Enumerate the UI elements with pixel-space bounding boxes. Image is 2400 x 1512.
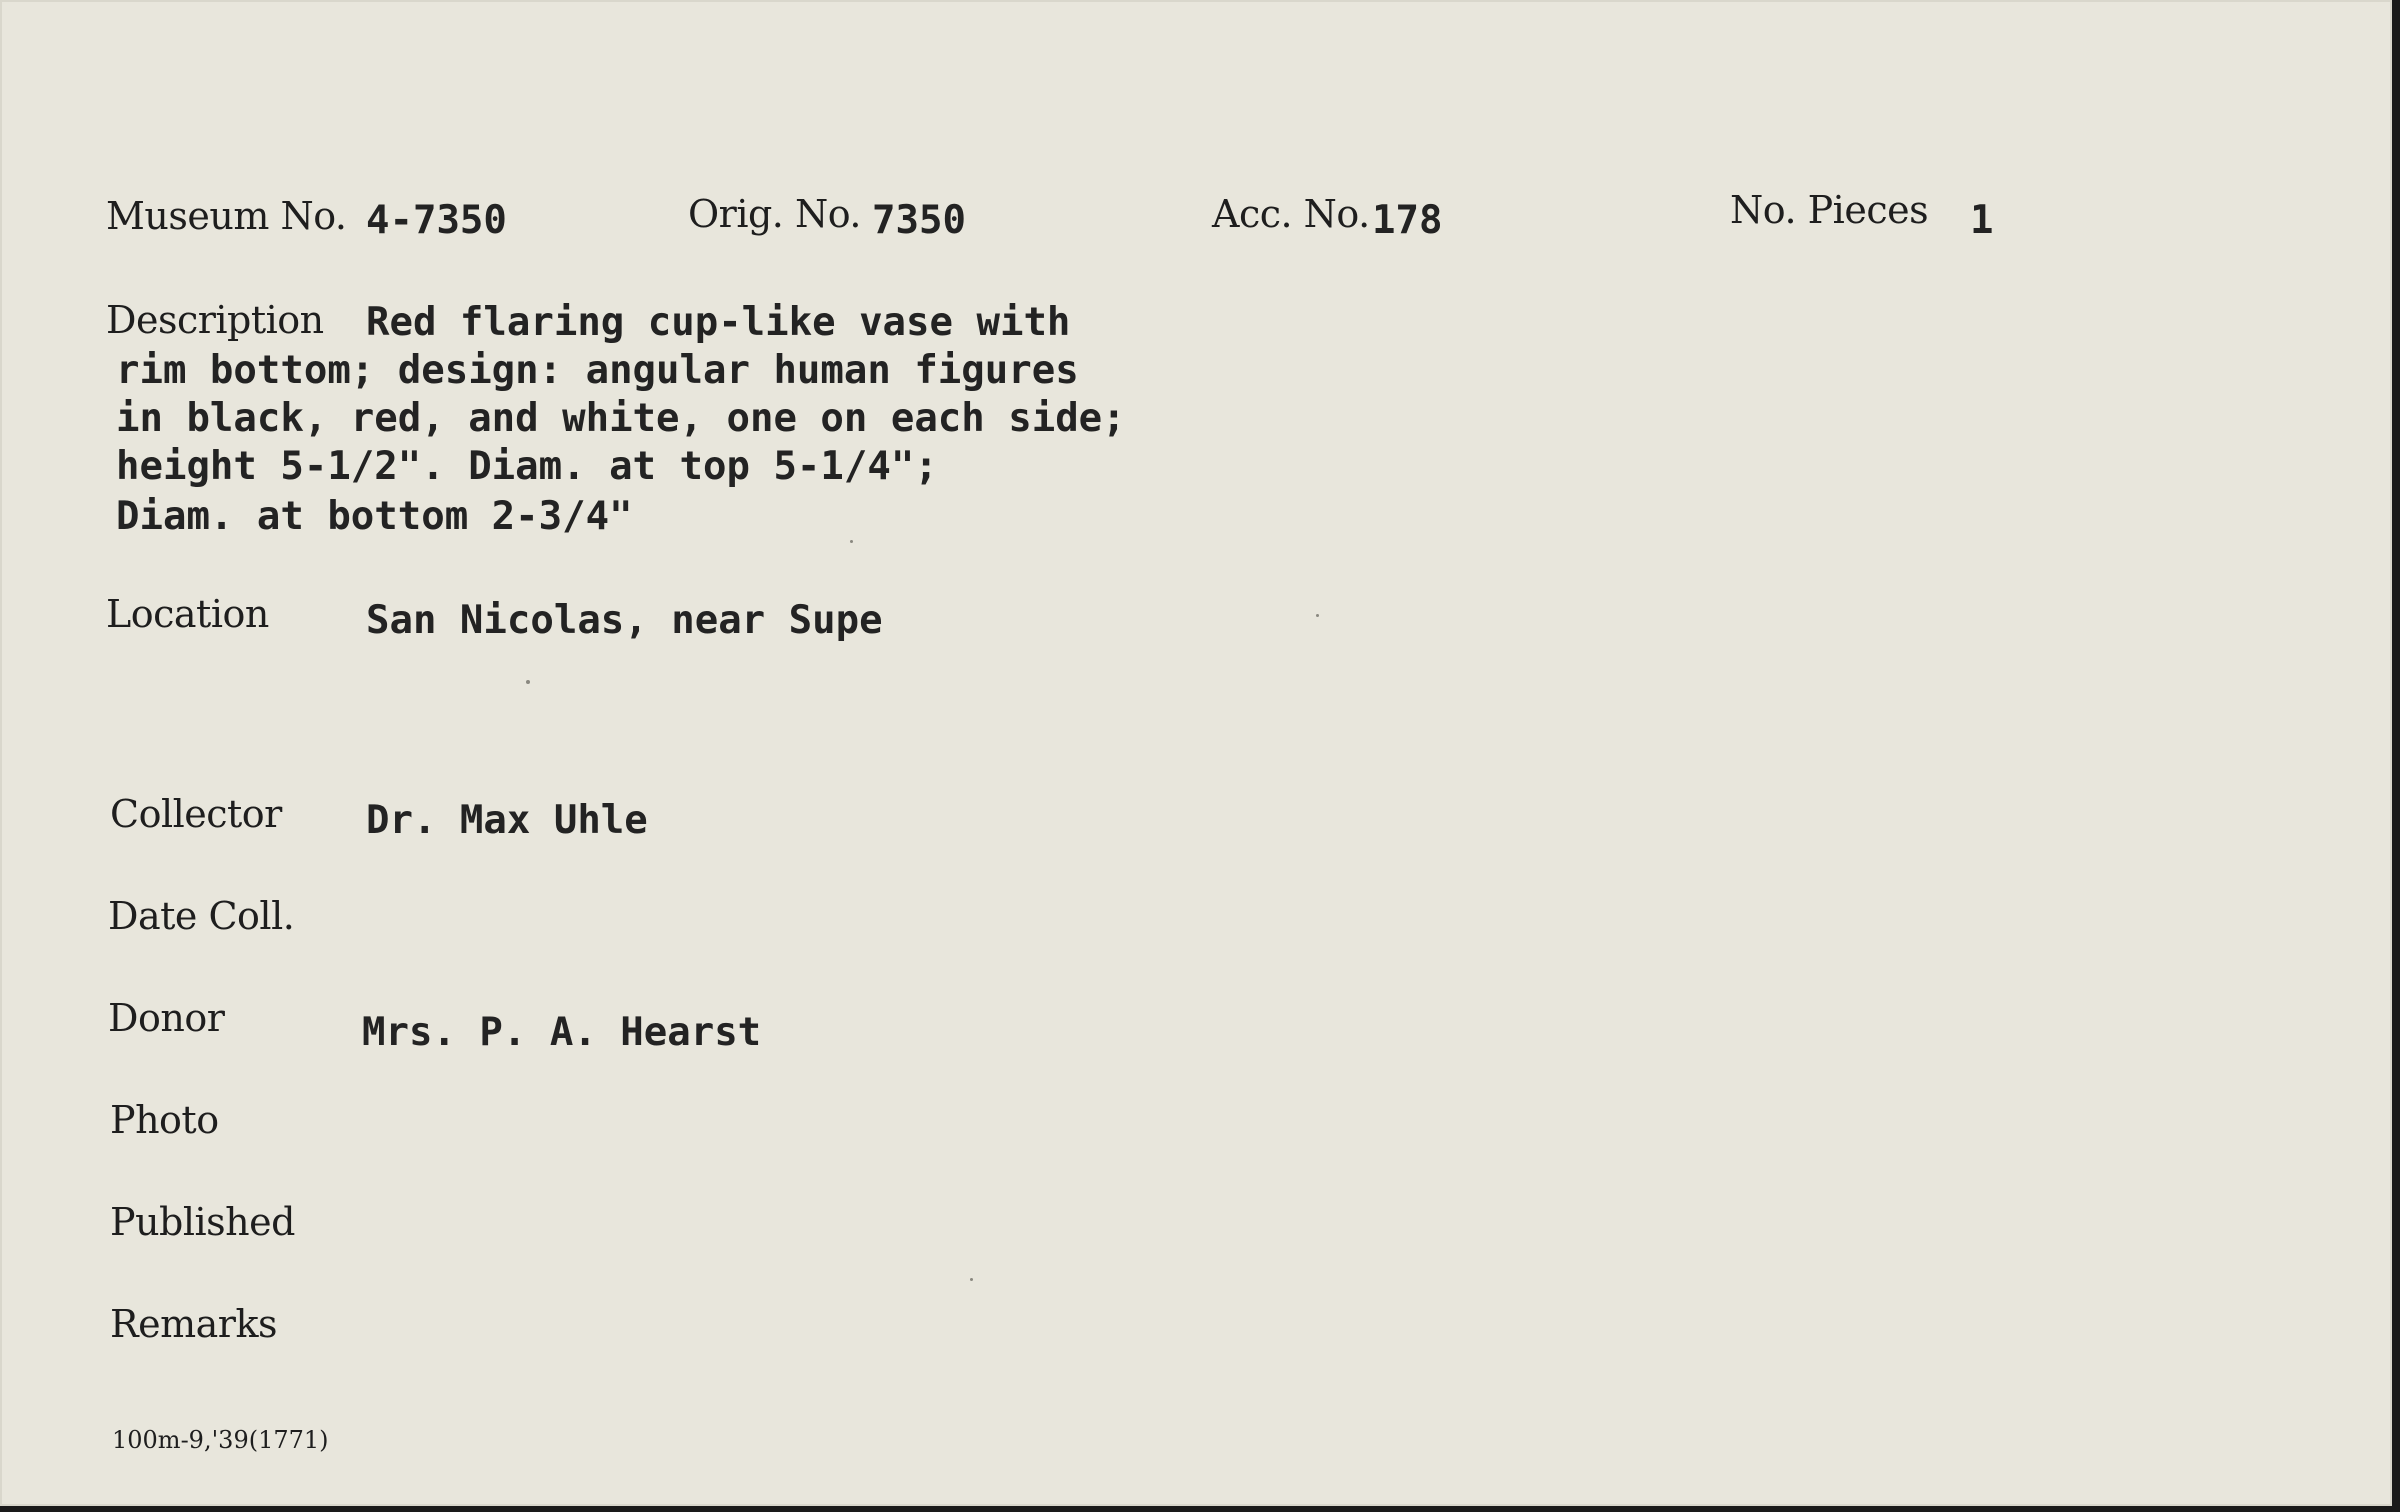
- location-value: San Nicolas, near Supe: [366, 598, 883, 643]
- description-line: Diam. at bottom 2-3/4": [116, 494, 633, 539]
- paper-speck: [970, 1278, 973, 1281]
- no-pieces-label: No. Pieces: [1730, 188, 1929, 232]
- form-code: 100m-9,'39(1771): [112, 1426, 329, 1454]
- description-line: rim bottom; design: angular human figures: [116, 348, 1079, 393]
- scan-edge-bottom: [0, 1506, 2400, 1512]
- remarks-label: Remarks: [110, 1302, 277, 1346]
- acc-no-label: Acc. No.: [1212, 192, 1370, 236]
- donor-value: Mrs. P. A. Hearst: [362, 1010, 762, 1055]
- acc-no-value: 178: [1372, 198, 1443, 243]
- paper-speck: [526, 680, 530, 684]
- photo-label: Photo: [110, 1098, 219, 1142]
- museum-no-value: 4-7350: [366, 198, 507, 243]
- museum-no-label: Museum No.: [106, 194, 347, 238]
- description-label: Description: [106, 298, 324, 342]
- description-first-line: Red flaring cup-like vase with: [366, 300, 1071, 345]
- paper-speck: [850, 540, 853, 543]
- scan-edge-right: [2392, 0, 2400, 1512]
- collector-label: Collector: [110, 792, 282, 836]
- description-line: height 5-1/2". Diam. at top 5-1/4";: [116, 444, 938, 489]
- published-label: Published: [110, 1200, 295, 1244]
- location-label: Location: [106, 592, 269, 636]
- orig-no-value: 7350: [872, 198, 966, 243]
- date-coll-label: Date Coll.: [108, 894, 295, 938]
- paper-speck: [1316, 614, 1319, 617]
- collector-value: Dr. Max Uhle: [366, 798, 648, 843]
- donor-label: Donor: [108, 996, 225, 1040]
- orig-no-label: Orig. No.: [688, 192, 861, 236]
- no-pieces-value: 1: [1970, 198, 1994, 243]
- description-line: in black, red, and white, one on each side;: [116, 396, 1126, 441]
